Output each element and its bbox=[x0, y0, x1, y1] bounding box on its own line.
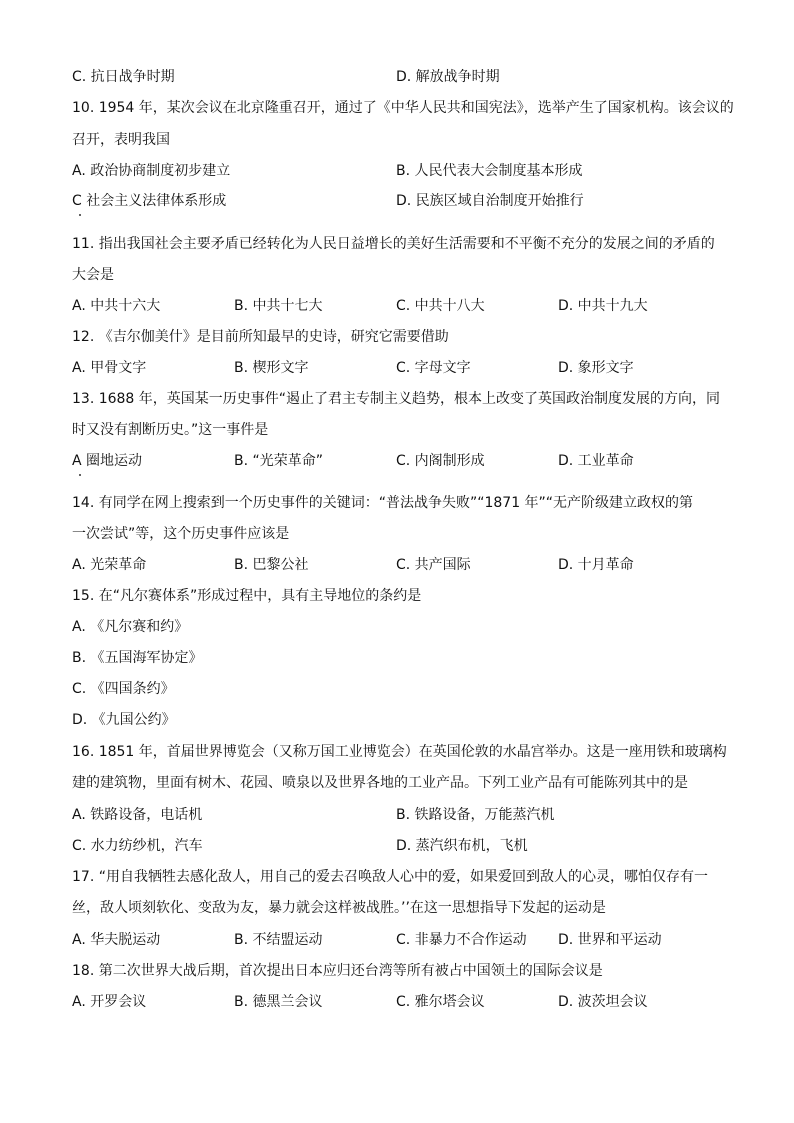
q17-option-b: B. 不结盟运动 bbox=[234, 932, 323, 948]
q15-stem-line1: 15. 在“凡尔赛体系”形成过程中，具有主导地位的条约是 bbox=[72, 588, 422, 604]
q18-stem-line1: 18. 第二次世界大战后期，首次提出日本应归还台湾等所有被占中国领土的国际会议是 bbox=[72, 963, 603, 979]
q12-option-d: D. 象形文字 bbox=[558, 360, 634, 376]
q10-stem-line1: 10. 1954 年，某次会议在北京隆重召开，通过了《中华人民共和国宪法》，选举产生了国家机构。该会议的 bbox=[72, 100, 734, 116]
q10-stem-line2: 召开，表明我国 bbox=[72, 132, 170, 148]
stray-dot bbox=[79, 214, 81, 216]
q17-option-a: A. 华夫脱运动 bbox=[72, 932, 161, 948]
q13-stem-line1: 13. 1688 年，英国某一历史事件“遏止了君主专制主义趋势，根本上改变了英国政治制度发展的方向，同 bbox=[72, 391, 721, 407]
q14-stem-line2: 一次尝试”等，这个历史事件应该是 bbox=[72, 526, 290, 542]
q12-stem-line1: 12. 《吉尔伽美什》是目前所知最早的史诗，研究它需要借助 bbox=[72, 329, 449, 345]
q9-option-c: C. 抗日战争时期 bbox=[72, 69, 175, 85]
q11-stem-line2: 大会是 bbox=[72, 267, 114, 283]
q18-option-d: D. 波茨坦会议 bbox=[558, 994, 648, 1010]
q10-option-b: B. 人民代表大会制度基本形成 bbox=[396, 163, 583, 179]
q13-stem-line2: 时又没有割断历史。”这一事件是 bbox=[72, 422, 269, 438]
q12-option-c: C. 字母文字 bbox=[396, 360, 471, 376]
q13-option-c: C. 内阁制形成 bbox=[396, 453, 485, 469]
q16-option-b: B. 铁路设备，万能蒸汽机 bbox=[396, 807, 555, 823]
q11-option-c: C. 中共十八大 bbox=[396, 298, 485, 314]
q12-option-b: B. 楔形文字 bbox=[234, 360, 309, 376]
q17-option-c: C. 非暴力不合作运动 bbox=[396, 932, 527, 948]
q16-stem-line1: 16. 1851 年，首届世界博览会（又称万国工业博览会）在英国伦敦的水晶宫举办。这是一座用铁和玻璃构 bbox=[72, 744, 727, 760]
q17-stem-line2: 丝，敌人顷刻软化、变敌为友，暴力就会这样被战胜。’’在这一思想指导下发起的运动是 bbox=[72, 900, 606, 916]
q17-option-d: D. 世界和平运动 bbox=[558, 932, 662, 948]
q15-option-d: D. 《九国公约》 bbox=[72, 712, 176, 728]
q11-stem-line1: 11. 指出我国社会主要矛盾已经转化为人民日益增长的美好生活需要和不平衡不充分的发展之间的矛盾的 bbox=[72, 236, 715, 252]
q18-option-a: A. 开罗会议 bbox=[72, 994, 147, 1010]
q15-option-c: C. 《四国条约》 bbox=[72, 681, 175, 697]
q11-option-d: D. 中共十九大 bbox=[558, 298, 648, 314]
q14-option-d: D. 十月革命 bbox=[558, 557, 634, 573]
q13-option-a: A 圈地运动 bbox=[72, 453, 143, 469]
q15-option-a: A. 《凡尔赛和约》 bbox=[72, 619, 189, 635]
q11-option-b: B. 中共十七大 bbox=[234, 298, 323, 314]
q14-stem-line1: 14. 有同学在网上搜索到一个历史事件的关键词：“普法战争失败”“1871 年”“无产阶级建立政权的第 bbox=[72, 495, 694, 511]
q14-option-b: B. 巴黎公社 bbox=[234, 557, 309, 573]
q16-option-c: C. 水力纺纱机，汽车 bbox=[72, 838, 203, 854]
q16-stem-line2: 建的建筑物，里面有树木、花园、喷泉以及世界各地的工业产品。下列工业产品有可能陈列其中的是 bbox=[72, 775, 688, 791]
q11-option-a: A. 中共十六大 bbox=[72, 298, 161, 314]
q14-option-c: C. 共产国际 bbox=[396, 557, 471, 573]
stray-dot bbox=[79, 474, 81, 476]
q9-option-d: D. 解放战争时期 bbox=[396, 69, 500, 85]
q16-option-d: D. 蒸汽织布机，飞机 bbox=[396, 838, 528, 854]
q15-option-b: B. 《五国海军协定》 bbox=[72, 650, 203, 666]
q10-option-a: A. 政治协商制度初步建立 bbox=[72, 163, 231, 179]
q13-option-d: D. 工业革命 bbox=[558, 453, 634, 469]
q14-option-a: A. 光荣革命 bbox=[72, 557, 147, 573]
q12-option-a: A. 甲骨文字 bbox=[72, 360, 147, 376]
q13-option-b: B. “光荣革命” bbox=[234, 453, 324, 469]
q17-stem-line1: 17. “用自我牺牲去感化敌人，用自己的爱去召唤敌人心中的爱，如果爱回到敌人的心灵，哪怕仅存有一 bbox=[72, 869, 708, 885]
q10-option-d: D. 民族区域自治制度开始推行 bbox=[396, 193, 584, 209]
q18-option-c: C. 雅尔塔会议 bbox=[396, 994, 485, 1010]
q16-option-a: A. 铁路设备，电话机 bbox=[72, 807, 203, 823]
q18-option-b: B. 德黑兰会议 bbox=[234, 994, 323, 1010]
q10-option-c: C 社会主义法律体系形成 bbox=[72, 193, 227, 209]
